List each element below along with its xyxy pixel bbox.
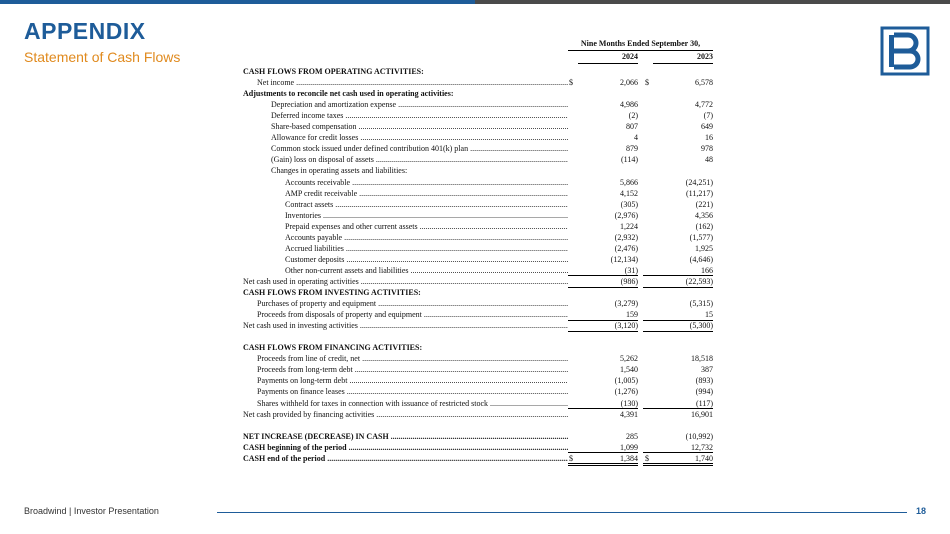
row-label: AMP credit receivable ..... xyxy=(285,188,568,199)
value-2024: 4,391 xyxy=(620,409,638,419)
statement-row xyxy=(243,442,713,453)
value-2023: (11,217) xyxy=(685,188,713,198)
footer-company-text: Broadwind | Investor Presentation xyxy=(24,506,159,516)
row-label: CASH end of the period ..... xyxy=(243,453,568,464)
value-2024: (2,932) xyxy=(614,232,638,242)
value-2023: 16,901 xyxy=(691,409,713,419)
value-2024: (31) xyxy=(624,265,638,275)
statement-row xyxy=(243,298,713,309)
year-header-2023: 2023 xyxy=(697,52,713,61)
value-2023: 387 xyxy=(701,365,713,375)
value-2024: 4,152 xyxy=(620,188,638,198)
row-label: Prepaid expenses and other current assets ..... xyxy=(285,221,568,232)
row-label: Adjustments to reconcile net cash used in operating activities: xyxy=(243,89,454,99)
statement-row xyxy=(243,177,713,188)
statement-row xyxy=(243,254,713,265)
row-label: Common stock issued under defined contribution 401(k) plan ..... xyxy=(271,143,568,154)
row-label: Deferred income taxes ..... xyxy=(271,110,568,121)
statement-row xyxy=(243,110,713,121)
value-2023: (5,315) xyxy=(689,299,713,309)
value-2023: 4,772 xyxy=(695,100,713,110)
statement-row xyxy=(243,66,713,77)
statement-row xyxy=(243,132,713,143)
row-label: Other non-current assets and liabilities ..... xyxy=(285,265,568,276)
dollar-sign: $ xyxy=(645,453,649,463)
value-2023: 649 xyxy=(701,122,713,132)
total-rule xyxy=(643,463,713,464)
value-2024: (986) xyxy=(620,276,638,286)
value-2023: (117) xyxy=(695,398,713,408)
row-label: Allowance for credit losses ..... xyxy=(271,132,568,143)
row-label: Net income ..... xyxy=(257,77,568,88)
double-total-rule xyxy=(643,465,713,466)
row-label: Depreciation and amortization expense ..... xyxy=(271,99,568,110)
row-label: CASH FLOWS FROM FINANCING ACTIVITIES: xyxy=(243,343,423,353)
value-2024: (130) xyxy=(620,398,638,408)
page-title: APPENDIX xyxy=(24,18,146,44)
row-label: Inventories ..... xyxy=(285,210,568,221)
statement-row xyxy=(243,287,713,298)
dollar-sign: $ xyxy=(569,78,573,88)
statement-row xyxy=(243,364,713,375)
statement-row xyxy=(243,386,713,397)
row-label: Customer deposits ..... xyxy=(285,254,568,265)
row-label: Accrued liabilities ..... xyxy=(285,243,568,254)
value-2023: (24,251) xyxy=(685,177,713,187)
row-label: NET INCREASE (DECREASE) IN CASH ..... xyxy=(243,431,568,442)
statement-row xyxy=(243,309,713,320)
row-label: Net cash used in investing activities ..... xyxy=(243,320,568,331)
value-2024: (2,476) xyxy=(614,243,638,253)
footer-divider xyxy=(217,512,907,513)
statement-row xyxy=(243,188,713,199)
value-2023: 48 xyxy=(705,155,713,165)
row-label: Payments on finance leases ..... xyxy=(257,386,568,397)
row-label: (Gain) loss on disposal of assets ..... xyxy=(271,154,568,165)
value-2023: (5,300) xyxy=(689,321,713,331)
period-header-rule xyxy=(568,50,713,51)
value-2024: (305) xyxy=(620,199,638,209)
row-label: Net cash provided by financing activities ..... xyxy=(243,409,568,420)
statement-row xyxy=(243,243,713,254)
value-2024: (114) xyxy=(620,155,638,165)
statement-row xyxy=(243,99,713,110)
value-2023: (893) xyxy=(695,376,713,386)
statement-row xyxy=(243,121,713,132)
value-2024: (3,279) xyxy=(614,299,638,309)
row-label: Accounts receivable ..... xyxy=(285,177,568,188)
value-2024: 285 xyxy=(626,431,638,441)
value-2023: 12,732 xyxy=(691,442,713,452)
row-label: CASH FLOWS FROM OPERATING ACTIVITIES: xyxy=(243,67,424,76)
statement-row xyxy=(243,398,713,409)
row-label: Payments on long-term debt ..... xyxy=(257,375,568,386)
value-2023: (10,992) xyxy=(685,431,713,441)
page-subtitle: Statement of Cash Flows xyxy=(24,49,181,65)
statement-row xyxy=(243,375,713,386)
statement-row xyxy=(243,320,713,331)
value-2023: 18,518 xyxy=(691,354,713,364)
value-2023: 1,740 xyxy=(695,453,713,463)
value-2023: 978 xyxy=(701,144,713,154)
value-2024: 4,986 xyxy=(620,100,638,110)
row-label: Proceeds from disposals of property and equipment ..... xyxy=(257,309,568,320)
row-label: CASH beginning of the period ..... xyxy=(243,442,568,453)
value-2024: (1,005) xyxy=(614,376,638,386)
value-2023: (1,577) xyxy=(689,232,713,242)
value-2024: 1,099 xyxy=(620,442,638,452)
statement-row xyxy=(243,210,713,221)
statement-row xyxy=(243,353,713,364)
value-2023: 15 xyxy=(705,310,713,320)
value-2024: 2,066 xyxy=(620,78,638,88)
value-2024: 1,224 xyxy=(620,221,638,231)
value-2023: 1,925 xyxy=(695,243,713,253)
dollar-sign: $ xyxy=(645,78,649,88)
value-2024: 807 xyxy=(626,122,638,132)
row-label: Proceeds from long-term debt ..... xyxy=(257,364,568,375)
statement-row xyxy=(243,199,713,210)
year-header-2024: 2024 xyxy=(622,52,638,61)
row-label: Share-based compensation ..... xyxy=(271,121,568,132)
dollar-sign: $ xyxy=(569,453,573,463)
statement-row xyxy=(243,342,713,353)
year-rule-2023 xyxy=(653,63,713,64)
double-total-rule xyxy=(568,465,638,466)
value-2024: 879 xyxy=(626,144,638,154)
value-2023: (221) xyxy=(695,199,713,209)
value-2024: 1,384 xyxy=(620,453,638,463)
year-rule-2024 xyxy=(578,63,638,64)
value-2024: (12,134) xyxy=(610,254,638,264)
statement-row xyxy=(243,165,713,176)
value-2024: 159 xyxy=(626,310,638,320)
row-label: Proceeds from line of credit, net ..... xyxy=(257,353,568,364)
value-2023: (7) xyxy=(703,111,713,121)
statement-row xyxy=(243,154,713,165)
statement-row xyxy=(243,77,713,88)
statement-row xyxy=(243,232,713,243)
row-label: Purchases of property and equipment ..... xyxy=(257,298,568,309)
value-2024: (2) xyxy=(628,111,638,121)
top-accent-bar-gray xyxy=(475,0,950,4)
statement-row xyxy=(243,88,713,99)
row-label: Changes in operating assets and liabilities: xyxy=(271,166,408,176)
top-accent-bar-blue xyxy=(0,0,475,4)
statement-row xyxy=(243,221,713,232)
total-rule xyxy=(568,463,638,464)
statement-row xyxy=(243,453,713,464)
value-2024: 5,262 xyxy=(620,354,638,364)
value-2024: (2,976) xyxy=(614,210,638,220)
value-2023: (22,593) xyxy=(685,276,713,286)
value-2024: (3,120) xyxy=(614,321,638,331)
statement-row xyxy=(243,431,713,442)
row-label: CASH FLOWS FROM INVESTING ACTIVITIES: xyxy=(243,288,421,297)
value-2023: (4,646) xyxy=(689,254,713,264)
value-2024: 4 xyxy=(634,133,638,143)
value-2024: 1,540 xyxy=(620,365,638,375)
broadwind-logo-icon xyxy=(880,26,930,76)
value-2023: (162) xyxy=(695,221,713,231)
value-2023: 6,578 xyxy=(695,78,713,88)
value-2023: 4,356 xyxy=(695,210,713,220)
row-label: Accounts payable ..... xyxy=(285,232,568,243)
statement-row xyxy=(243,276,713,287)
value-2023: (994) xyxy=(695,387,713,397)
row-label: Shares withheld for taxes in connection with issuance of restricted stock ..... xyxy=(257,398,568,409)
statement-row xyxy=(243,265,713,276)
value-2023: 166 xyxy=(701,265,713,275)
value-2024: (1,276) xyxy=(614,387,638,397)
statement-row xyxy=(243,409,713,420)
statement-row xyxy=(243,143,713,154)
spacer-row xyxy=(243,331,713,342)
row-label: Net cash used in operating activities ..... xyxy=(243,276,568,287)
value-2023: 16 xyxy=(705,133,713,143)
value-2024: 5,866 xyxy=(620,177,638,187)
period-header: Nine Months Ended September 30, xyxy=(580,39,701,48)
spacer-row xyxy=(243,420,713,431)
row-label: Contract assets ..... xyxy=(285,199,568,210)
page-number: 18 xyxy=(916,506,927,516)
